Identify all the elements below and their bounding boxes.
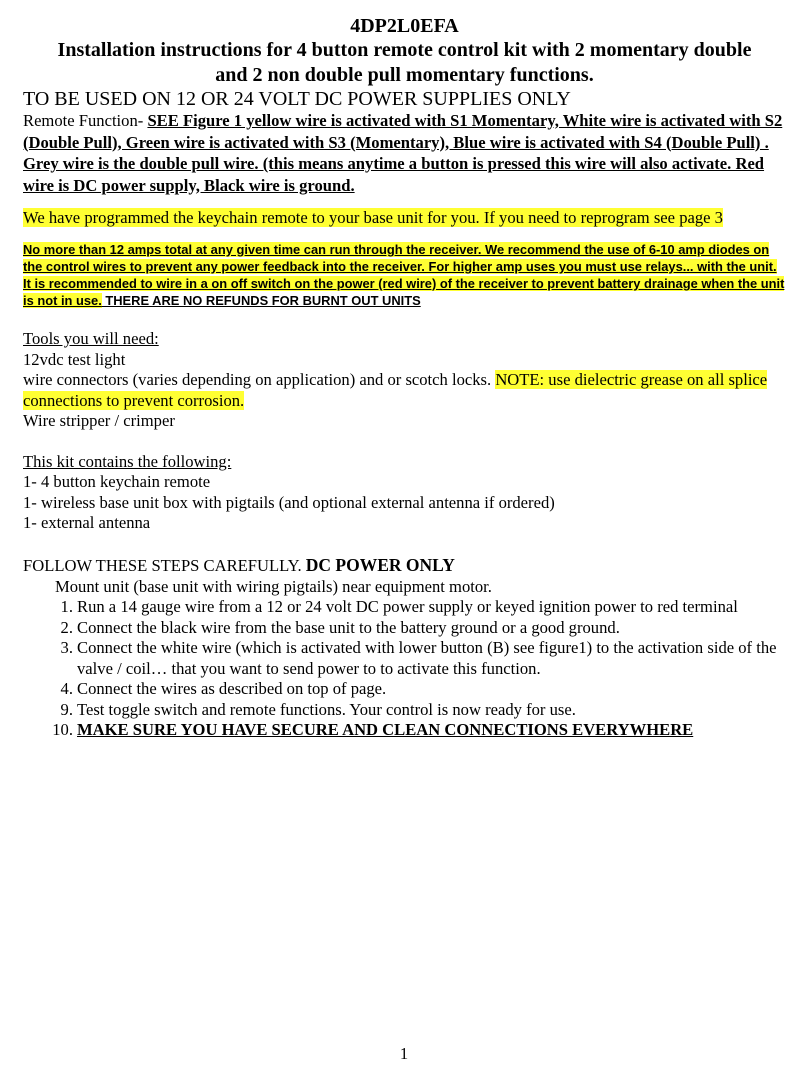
step-item [23,679,786,700]
step-text: Connect the wires as described on top of page. [77,679,387,698]
dc-power-only: DC POWER ONLY [305,554,455,575]
step-item [23,638,786,679]
page-number: 1 [399,1044,409,1063]
kit-item: 1- 4 button keychain remote [23,472,211,491]
tools-section [23,329,786,432]
step-number: 9. [60,699,73,719]
kit-item: 1- wireless base unit box with pigtails (and optional external antenna if ordered) [23,492,555,512]
programmed-note [23,207,786,228]
tool-item: 12vdc test light [23,349,126,369]
spacer [23,534,786,554]
dielectric-grease-note: NOTE: use dielectric grease on all splice connections to prevent corrosion. [23,370,768,410]
mount-instruction: Mount unit (base unit with wiring pigtails) near equipment motor. [55,576,492,596]
step-number: 3. [60,638,73,657]
step-item [23,597,786,618]
tool-item: Wire stripper / crimper [23,411,175,430]
steps-list [23,597,786,741]
kit-item: 1- external antenna [23,513,151,532]
step-number: 10. [52,720,73,739]
programmed-note-text: We have programmed the keychain remote to your base unit for you. If you need to reprogram see page 3 [23,208,723,227]
step-text: Connect the black wire from the base unit to the battery ground or a good ground. [77,617,620,637]
power-supply-notice: TO BE USED ON 12 OR 24 VOLT DC POWER SUPPLIES ONLY [23,88,571,110]
step-number: 4. [60,679,73,698]
step-number: 1. [60,597,73,616]
title-line-1: Installation instructions for 4 button remote control kit with 2 momentary double [57,39,752,61]
step-text: Test toggle switch and remote functions. Your control is now ready for use. [77,699,576,719]
no-refunds-text: THERE ARE NO REFUNDS FOR BURNT OUT UNITS [101,293,421,308]
step-number: 2. [60,617,73,637]
remote-function-paragraph [23,110,786,196]
amperage-warning-text: No more than 12 amps total at any given time can run through the receiver. We recommend the use of 6-10 amp diodes on the control wires to prevent any power feedback into the receiver. For higher amp uses you must use relays... with the unit. It is recommended to wire in a on off switch on the power (red wire) of the receiver to prevent battery drainage when the unit is not in use. [23,242,785,308]
tools-heading: Tools you will need: [23,329,159,348]
step-item [23,700,786,721]
steps-heading [23,554,786,577]
title-line-2: and 2 non double pull momentary functions. [215,64,594,86]
step-item [23,720,786,741]
step-text: MAKE SURE YOU HAVE SECURE AND CLEAN CONNECTIONS EVERYWHERE [77,720,694,739]
spacer [23,432,786,452]
remote-function-text: SEE Figure 1 yellow wire is activated with S1 Momentary, White wire is activated with S2 (Double Pull), Green wire is activated with S3 (Momentary), Blue wire is activated with S4 (Double Pull) . Grey wire is the double pull wire. (this means anytime a button is pressed this wire will also activate. Red wire is DC power supply, Black wire is ground. [23,111,783,195]
kit-heading: This kit contains the following: [23,451,232,471]
step-text: Run a 14 gauge wire from a 12 or 24 volt DC power supply or keyed ignition power to red terminal [77,597,738,616]
kit-section [23,452,786,534]
amperage-warning [23,241,786,309]
steps-heading-text: FOLLOW THESE STEPS CAREFULLY. [23,555,306,575]
tool-item-text: wire connectors (varies depending on application) and or scotch locks. [23,370,496,389]
spacer [23,309,786,329]
tool-item [23,370,786,411]
step-item [23,618,786,639]
remote-function-label: Remote Function- [23,111,148,130]
document-id: 4DP2L0EFA [350,15,459,37]
step-text: Connect the white wire (which is activated with lower button (B) see figure1) to the activation side of the valve / coil… that you want to send power to to activate this function. [77,638,777,678]
